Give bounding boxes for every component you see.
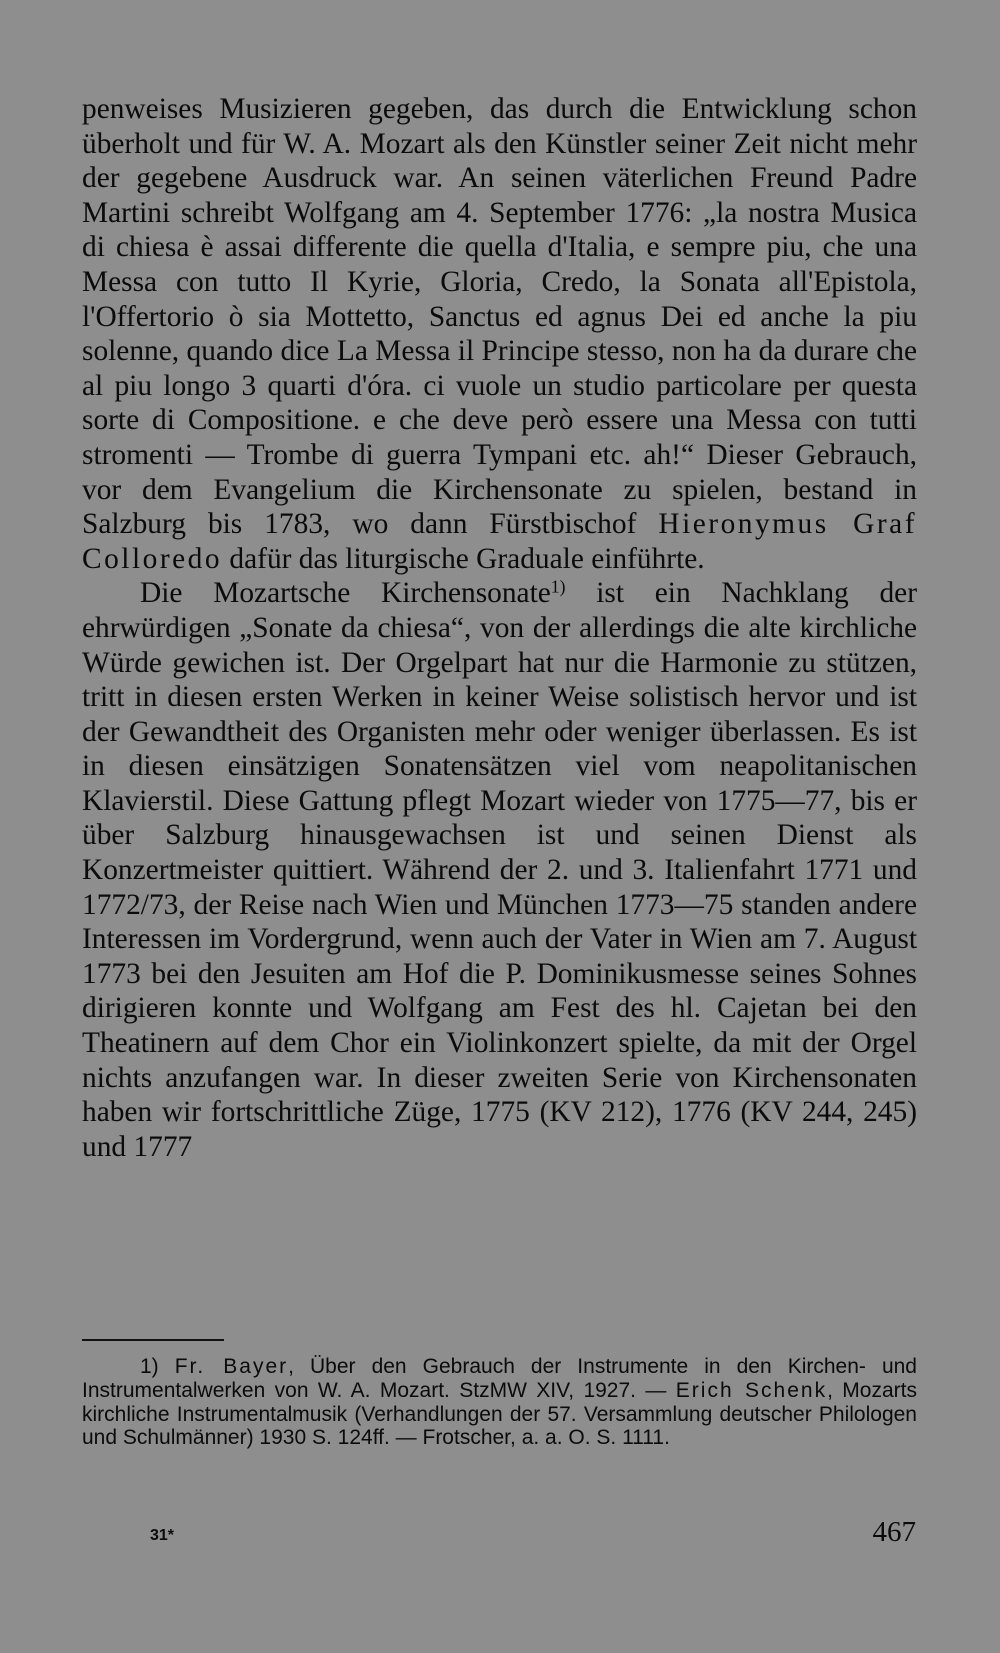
- person-name-colloredo: Hieronymus Graf Colloredo: [82, 508, 918, 575]
- footnote-author-bayer: Fr. Bayer: [174, 1355, 289, 1378]
- footnote-marker: 1): [140, 1355, 175, 1378]
- printer-signature: 31*: [150, 1527, 175, 1544]
- footnote-author-schenk: Erich Schenk: [675, 1378, 828, 1402]
- footnote-text-end: , Mozarts kirchliche Instrumentalmusik (Verhandlungen der 57. Versammlung deutscher Philologen und Schulmänner) 1930 S. 124ff. — Frotscher, a. a. O. S. 1111.: [82, 1378, 917, 1450]
- footnote-reference: 1): [550, 576, 566, 597]
- page-body: [82, 92, 917, 1164]
- footnote-1: [82, 1355, 917, 1450]
- paragraph-1: [82, 92, 917, 576]
- paragraph-1-text-start: penweises Musizieren gegeben, das durch die Entwicklung schon überholt und für W. A. Mozart als den Künstler seiner Zeit nicht mehr der gegebene Ausdruck war. An seinen väterlichen Freund Padre Martini schreibt Wolfgang am 4. September 1776: „la nostra Musica di chiesa è assai differente die quella d'Italia, e sempre piu, che una Messa con tutto Il Kyrie, Gloria, Credo, la Sonata all'Epistola, l'Offertorio ò sia Mottetto, Sanctus ed agnus Dei ed anche la piu solenne, quando dice La Messa il Principe stesso, non ha da durare che al piu longo 3 quarti d'óra. ci vuole un studio particolare per questa sorte di Compositione. e che deve però essere una Messa con tutti stromenti — Trombe di guerra Tympani etc. ah!“ Dieser Gebrauch, vor dem Evangelium die Kirchensonate zu spielen, bestand in Salzburg bis 1783, wo dann Fürstbischof: [82, 93, 917, 541]
- footnote-divider: [82, 1339, 224, 1341]
- page-number: 467: [872, 1516, 916, 1548]
- footnote-block: [82, 1355, 917, 1450]
- footnote-text-start: , Über den Gebrauch der Instrumente in den Kirchen- und Instrumentalwerken von W. A. Mozart. StzMW XIV, 1927. —: [82, 1355, 917, 1402]
- paragraph-2: [82, 576, 917, 1164]
- paragraph-2-text-end: ist ein Nachklang der ehrwürdigen „Sonate da chiesa“, von der allerdings die alte kirchliche Würde gewichen ist. Der Orgelpart hat nur die Harmonie zu stützen, tritt in diesen ersten Werken in keiner Weise solistisch hervor und ist der Gewandtheit des Organisten mehr oder weniger überlassen. Es ist in diesen einsätzigen Sonatensätzen viel vom neapolitanischen Klavierstil. Diese Gattung pflegt Mozart wieder von 1775—77, bis er über Salzburg hinausgewachsen ist und seinen Dienst als Konzertmeister quittiert. Während der 2. und 3. Italienfahrt 1771 und 1772/73, der Reise nach Wien und München 1773—75 standen andere Interessen im Vordergrund, wenn auch der Vater in Wien am 7. August 1773 bei den Jesuiten am Hof die P. Dominikusmesse seines Sohnes dirigieren konnte und Wolfgang am Fest des hl. Cajetan bei den Theatinern auf dem Chor ein Violinkonzert spielte, da mit der Orgel nichts anzufangen war. In dieser zweiten Serie von Kirchensonaten haben wir fortschrittliche Züge, 1775 (KV 212), 1776 (KV 244, 245) und 1777: [82, 577, 917, 1163]
- paragraph-2-text-start: Die Mozartsche Kirchensonate: [140, 577, 551, 610]
- paragraph-1-text-end: dafür das liturgische Graduale einführte.: [222, 542, 705, 575]
- main-text: [82, 92, 917, 1164]
